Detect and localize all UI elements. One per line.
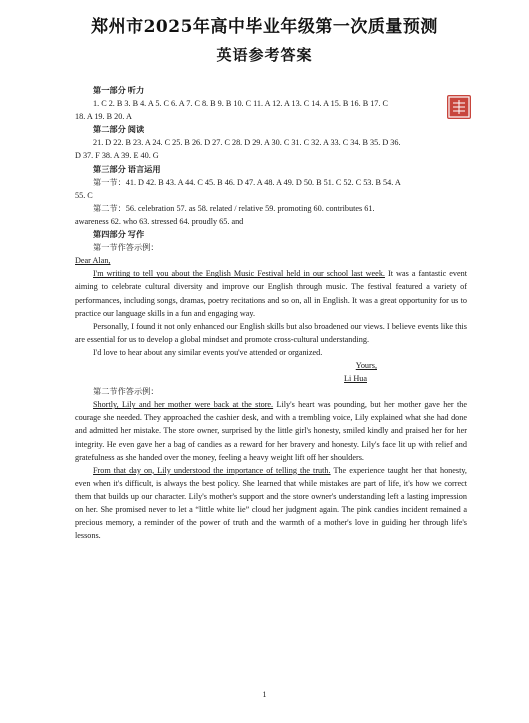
part1-answers-line1: 1. C 2. B 3. B 4. A 5. C 6. A 7. C 8. B 9. B 10. C 11. A 12. A 13. C 14. A 15. B 16. B 17. C (93, 99, 388, 109)
page-number: 1 (262, 690, 267, 699)
story-opening-1-underlined: Shortly, Lily and her mother were back at the store. (93, 400, 274, 410)
story-paragraph-2-rest: The experience taught her that honesty, even when it's difficult, is always the best policy. She learned that while mistakes are part of life, it's how we correct them that builds up our character. Lily's mother's support and the store owner's understanding left a lasting impression on her. She promised never to let a “little white lie” cloud her judgment again. The pink candies incident remained a precious memory, a reminder of the power of truth and the warmth of a mother's love in guiding her through life's lessons. (75, 465, 467, 541)
answer-content (75, 84, 467, 542)
story-paragraph-2 (75, 464, 467, 543)
part3-section1-line2: 55. C (75, 190, 93, 200)
part2-answers-line1: 21. D 22. B 23. A 24. C 25. B 26. D 27. C 28. D 29. A 30. C 31. C 32. A 33. C 34. B 35. D 36. (93, 138, 401, 148)
letter-paragraph-2: Personally, I found it not only enhanced our English skills but also broadened our views. I believe events like this are essential for us to develop a global mindset and promote cross-cultural understanding. (75, 321, 467, 344)
letter-opening-underlined: I'm writing to tell you about the English Music Festival held in our school last week. (93, 269, 385, 279)
page-title: 郑州市2025年高中毕业年级第一次质量预测 (91, 17, 438, 37)
part1-heading: 第一部分 听力 (93, 86, 145, 95)
part3-section1-line1: 第一节：41. D 42. B 43. A 44. C 45. B 46. D 47. A 48. A 49. D 50. B 51. C 52. C 53. B 54. A (93, 177, 401, 187)
letter-paragraph-1-rest: It was a fantastic event aiming to celebrate cultural diversity and improve our English through music. The festival featured a variety of performances, including songs, dramas, poetry recitations and so on, all in English. It was a great opportunity for us to practice our language skills in a fun and engaging way. (75, 269, 468, 318)
letter-greeting: Dear Alan, (75, 256, 111, 266)
story-paragraph-1-rest: Lily's heart was pounding, but her mother gave her the courage she needed. They approached the cashier desk, and with a trembling voice, Lily explained what she had done and admitted her mistake. The store owner, surprised by the little girl's honesty, smiled kindly and praised her for her integrity. He even gave her a bag of candies as a reward for her bravery and honesty. Lily's face lit up with relief and gratefulness as she handed over the money, feeling a heavy weight lift off her shoulders. (75, 400, 467, 462)
part4-heading: 第四部分 写作 (93, 230, 145, 240)
part2-heading: 第二部分 阅读 (93, 125, 145, 135)
writing-section2-label: 第二节作答示例： (93, 387, 159, 397)
letter-closing: Yours, (355, 360, 377, 370)
writing-section1-label: 第一节作答示例： (93, 243, 159, 253)
part3-section2-line2: awareness 62. who 63. stressed 64. proudly 65. and (75, 216, 244, 226)
part1-answers-line2: 18. A 19. B 20. A (75, 112, 132, 122)
part3-section2-line1: 第二节：56. celebration 57. as 58. related / relative 59. promoting 60. contributes 61. (93, 203, 375, 213)
page-subtitle: 英语参考答案 (216, 46, 313, 64)
letter-signature: Li Hua (344, 374, 367, 384)
part2-answers-line2: D 37. F 38. A 39. E 40. G (75, 151, 159, 161)
story-opening-2-underlined: From that day on, Lily understood the importance of telling the truth. (93, 465, 331, 475)
part3-heading: 第三部分 语言运用 (93, 164, 161, 174)
letter-paragraph-3: I'd love to hear about any similar events you've attended or organized. (93, 347, 323, 357)
story-paragraph-1 (75, 398, 467, 463)
letter-paragraph-1 (75, 267, 467, 319)
